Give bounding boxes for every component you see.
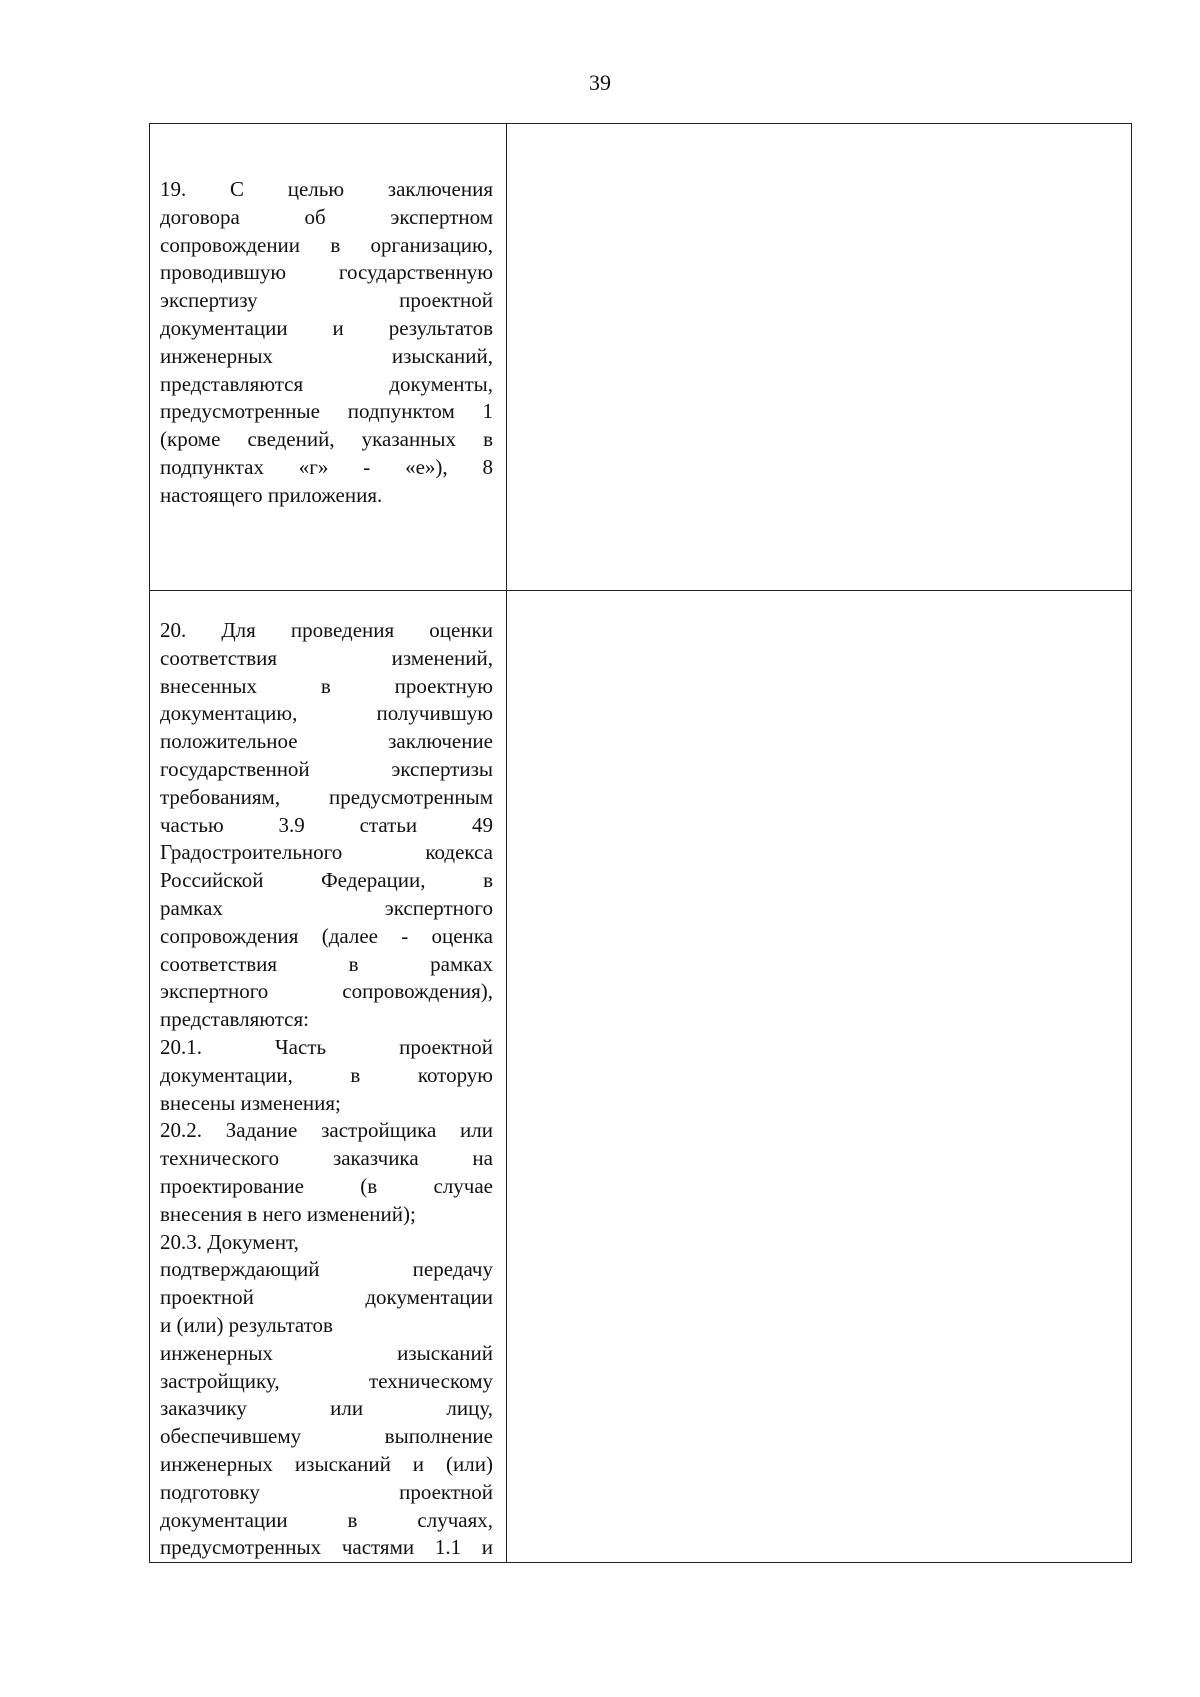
text-line: проектной документации xyxy=(160,1285,493,1310)
text-line: 19. С целью заключения xyxy=(160,177,493,201)
text-line: внесены изменения; xyxy=(160,1090,341,1115)
text-line: инженерных изысканий и (или) xyxy=(160,1451,493,1476)
text-line: положительное заключение xyxy=(160,729,493,754)
text-line: соответствия изменений, xyxy=(160,645,493,670)
text-line: Российской Федерации, в xyxy=(160,868,493,893)
text-line: 20.3. Документ, xyxy=(160,1229,299,1254)
text-line: сопровождении в организацию, xyxy=(160,232,493,257)
text-line: 20.1. Часть проектной xyxy=(160,1034,493,1059)
text-line: подпунктах «г» - «е»), 8 xyxy=(160,454,493,479)
text-line: заказчику или лицу, xyxy=(160,1396,493,1421)
text-line: представляются документы, xyxy=(160,371,493,396)
page-number: 39 xyxy=(589,70,611,95)
text-line: документации и результатов xyxy=(160,315,493,340)
text-line: предусмотренных частями 1.1 и xyxy=(160,1535,493,1560)
table-row-19-text xyxy=(160,176,493,510)
text-line: сопровождения (далее - оценка xyxy=(160,923,493,948)
requirements-table xyxy=(149,123,1132,1563)
text-line: государственной экспертизы xyxy=(160,756,493,781)
text-line: рамках экспертного xyxy=(160,895,493,920)
text-line: 20.2. Задание застройщика или xyxy=(160,1118,493,1143)
text-line: инженерных изысканий xyxy=(160,1340,493,1365)
table-row-20-text xyxy=(160,617,493,1562)
text-line: обеспечившему выполнение xyxy=(160,1424,493,1449)
text-line: частью 3.9 статьи 49 xyxy=(160,812,493,837)
text-line: (кроме сведений, указанных в xyxy=(160,427,493,452)
text-line: документации, в которую xyxy=(160,1062,493,1087)
text-line: внесенных в проектную xyxy=(160,673,493,698)
text-line: соответствия в рамках xyxy=(160,951,493,976)
text-line: проводившую государственную xyxy=(160,260,493,285)
column-divider xyxy=(506,124,507,1562)
text-line: настоящего приложения. xyxy=(160,482,383,507)
text-line: подтверждающий передачу xyxy=(160,1257,493,1282)
text-line: застройщику, техническому xyxy=(160,1368,493,1393)
text-line: договора об экспертном xyxy=(160,204,493,229)
text-line: представляются: xyxy=(160,1007,309,1032)
text-line: экспертизу проектной xyxy=(160,288,493,313)
text-line: инженерных изысканий, xyxy=(160,343,493,368)
text-line: проектирование (в случае xyxy=(160,1173,493,1198)
text-line: Градостроительного кодекса xyxy=(160,840,493,865)
text-line: внесения в него изменений); xyxy=(160,1201,416,1226)
text-line: предусмотренные подпунктом 1 xyxy=(160,399,493,424)
text-line: экспертного сопровождения), xyxy=(160,979,493,1004)
text-line: и (или) результатов xyxy=(160,1312,333,1337)
text-line: документации в случаях, xyxy=(160,1507,493,1532)
text-line: 20. Для проведения оценки xyxy=(160,618,493,642)
text-line: документацию, получившую xyxy=(160,701,493,726)
text-line: технического заказчика на xyxy=(160,1146,493,1171)
text-line: подготовку проектной xyxy=(160,1479,493,1504)
text-line: требованиям, предусмотренным xyxy=(160,784,493,809)
row-divider xyxy=(150,590,1131,591)
